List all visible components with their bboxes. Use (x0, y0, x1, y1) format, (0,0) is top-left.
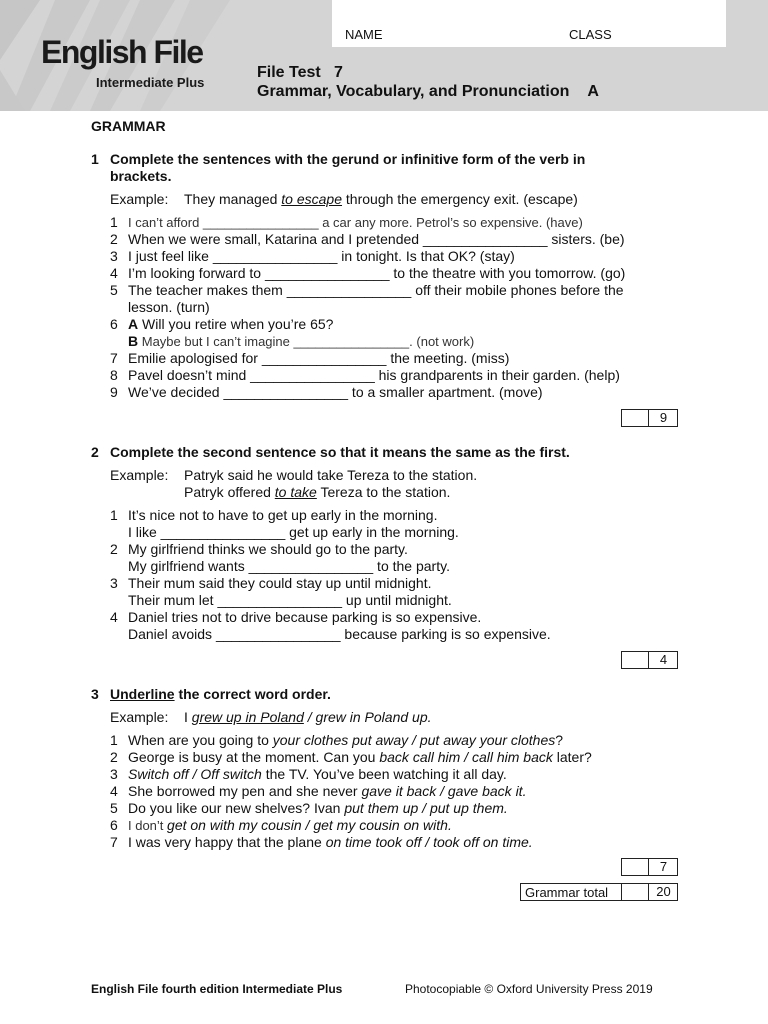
item-number: 4 (110, 783, 118, 799)
sentence: Will you retire when you’re 65? (138, 316, 334, 332)
item-number: 4 (110, 609, 118, 625)
item-number: 4 (110, 265, 118, 281)
footer-edition: English File fourth edition Intermediate Plus (91, 982, 343, 996)
sentence: I can’t afford ________________ a car any more. Petrol’s so expensive. (have) (128, 215, 583, 230)
item-number: 6 (110, 817, 118, 833)
sentence: The teacher makes them ________________ off their mobile phones before the (128, 282, 624, 298)
speaker-label: B (128, 333, 139, 349)
item-number: 3 (110, 766, 118, 782)
item-number: 6 (110, 316, 118, 332)
item-number: 3 (110, 575, 118, 591)
item-text (128, 367, 620, 384)
sentence-start: I don’t (128, 818, 168, 833)
item-number: 2 (110, 541, 118, 557)
sentence-start: George is busy at the moment. Can you (128, 749, 380, 765)
sentence-start: When are you going to (128, 732, 273, 748)
example-answer: grew up in Poland (191, 709, 304, 725)
item-text (128, 800, 508, 817)
header-band (0, 0, 768, 111)
item-number: 2 (110, 749, 118, 765)
item-number: 1 (110, 214, 118, 230)
logo-subtitle: Intermediate Plus (96, 75, 205, 90)
sentence: I’m looking forward to ________________ to the theatre with you tomorrow. (go) (128, 265, 626, 281)
footer-copyright: Photocopiable © Oxford University Press 2019 (405, 982, 653, 996)
sentence-end: later? (552, 749, 592, 765)
item-text (128, 834, 533, 851)
item-text (128, 214, 583, 231)
sentence: Daniel tries not to drive because parking is so expensive. (128, 609, 482, 625)
item-text (128, 316, 333, 333)
item-number: 2 (110, 231, 118, 247)
example-text: Patryk said he would take Tereza to the station. (184, 467, 478, 483)
sentence-start: She borrowed my pen and she never (128, 783, 362, 799)
item-number: 5 (110, 282, 118, 298)
sentence: Their mum said they could stay up until midnight. (128, 575, 432, 591)
sentence: Emilie apologised for ________________ the meeting. (miss) (128, 350, 510, 366)
item-text (128, 766, 507, 783)
word-order-options[interactable]: get on with my cousin / get my cousin on with. (167, 817, 452, 833)
item-text (128, 783, 526, 800)
item-number: 9 (110, 384, 118, 400)
item-text (128, 299, 210, 316)
example-text: Patryk offered (184, 484, 275, 500)
grammar-total-blank (621, 883, 649, 901)
q2-heading (91, 444, 570, 461)
item-text (128, 333, 474, 350)
item-text (128, 350, 509, 367)
item-number: 3 (110, 248, 118, 264)
q3-score-box (621, 858, 678, 876)
example-text: I (184, 709, 192, 725)
grammar-total-label: Grammar total (525, 885, 609, 900)
item-text (128, 575, 431, 592)
name-class-box (332, 0, 726, 47)
example-label: Example: (110, 709, 169, 725)
section-title: GRAMMAR (91, 118, 166, 134)
sentence: lesson. (turn) (128, 299, 210, 315)
item-number: 7 (110, 350, 118, 366)
sentence: It’s nice not to have to get up early in the morning. (128, 507, 438, 523)
item-number: 1 (110, 507, 118, 523)
item-text (128, 248, 515, 265)
item-text (128, 749, 592, 766)
word-order-options[interactable]: on time took off / took off on time. (325, 834, 533, 850)
sentence: Pavel doesn’t mind ________________ his grandparents in their garden. (help) (128, 367, 620, 383)
item-text (128, 817, 452, 834)
item-number: 5 (110, 800, 118, 816)
sentence: Daniel avoids ________________ because parking is so expensive. (128, 626, 551, 642)
speaker-label: A (128, 316, 139, 332)
word-order-options[interactable]: your clothes put away / put away your clothes (272, 732, 556, 748)
example-label: Example: (110, 467, 169, 483)
q1-heading (91, 151, 586, 184)
example-text: They managed (184, 191, 282, 207)
logo-title: English File (41, 34, 203, 70)
item-text (128, 626, 551, 643)
sentence: I like ________________ get up early in the morning. (128, 524, 459, 540)
q3-number: 3 (91, 686, 99, 702)
item-text (128, 384, 543, 401)
q1-number: 1 (91, 151, 99, 167)
variant-letter: A (587, 83, 599, 100)
sentence: My girlfriend wants ________________ to the party. (128, 558, 450, 574)
word-order-options[interactable]: back call him / call him back (379, 749, 553, 765)
sentence-end: ? (555, 732, 564, 748)
item-text (128, 507, 437, 524)
q1-score-box (621, 409, 678, 427)
grammar-total-score: 20 (648, 883, 678, 901)
sentence-start: I was very happy that the plane (128, 834, 326, 850)
item-number: 7 (110, 834, 118, 850)
sentence: When we were small, Katarina and I pretended ________________ sisters. (be) (128, 231, 625, 247)
subtitle-text: Grammar, Vocabulary, and Pronunciation (257, 83, 570, 100)
item-text (128, 231, 625, 248)
q1-instruction: Complete the sentences with the gerund or infinitive form of the verb in brackets. (110, 151, 586, 184)
item-text (128, 265, 625, 282)
q3-instruction-underline: Underline (110, 686, 175, 702)
q1-score: 9 (648, 409, 678, 427)
sentence: Maybe but I can’t imagine ________________. (not work) (138, 334, 475, 349)
q2-instruction: Complete the second sentence so that it means the same as the first. (110, 444, 570, 460)
word-order-options[interactable]: Switch off / Off switch (128, 766, 262, 782)
sentence: My girlfriend thinks we should go to the party. (128, 541, 408, 557)
word-order-options[interactable]: gave it back / gave back it. (361, 783, 527, 799)
item-text (128, 592, 452, 609)
q2-score: 4 (648, 651, 678, 669)
q3-instruction: the correct word order. (174, 686, 331, 702)
item-text (128, 282, 624, 299)
class-label: CLASS (569, 27, 612, 42)
example-text: / grew in Poland up. (303, 709, 432, 725)
q2-number: 2 (91, 444, 99, 460)
item-text (128, 732, 563, 749)
item-text (128, 541, 408, 558)
sentence-end: the TV. You’ve been watching it all day. (261, 766, 507, 782)
example-text: through the emergency exit. (escape) (342, 191, 578, 207)
sentence: We’ve decided ________________ to a smaller apartment. (move) (128, 384, 543, 400)
item-number: 8 (110, 367, 118, 383)
item-text (128, 524, 459, 541)
example-label: Example: (110, 191, 169, 207)
name-label: NAME (345, 27, 383, 42)
example-answer: to take (274, 484, 317, 500)
item-text (128, 558, 450, 575)
sentence-start: Do you like our new shelves? Ivan (128, 800, 345, 816)
example-answer: to escape (281, 191, 343, 207)
test-subtitle (257, 83, 599, 101)
example-text: Tereza to the station. (316, 484, 451, 500)
sentence: I just feel like ________________ in tonight. Is that OK? (stay) (128, 248, 515, 264)
word-order-options[interactable]: put them up / put up them. (344, 800, 508, 816)
test-title: File Test 7 (257, 64, 343, 81)
q3-heading (91, 686, 331, 703)
q2-score-box (621, 651, 678, 669)
item-number: 1 (110, 732, 118, 748)
grammar-total-box (520, 883, 678, 901)
q3-score: 7 (648, 858, 678, 876)
sentence: Their mum let ________________ up until midnight. (128, 592, 452, 608)
item-text (128, 609, 481, 626)
